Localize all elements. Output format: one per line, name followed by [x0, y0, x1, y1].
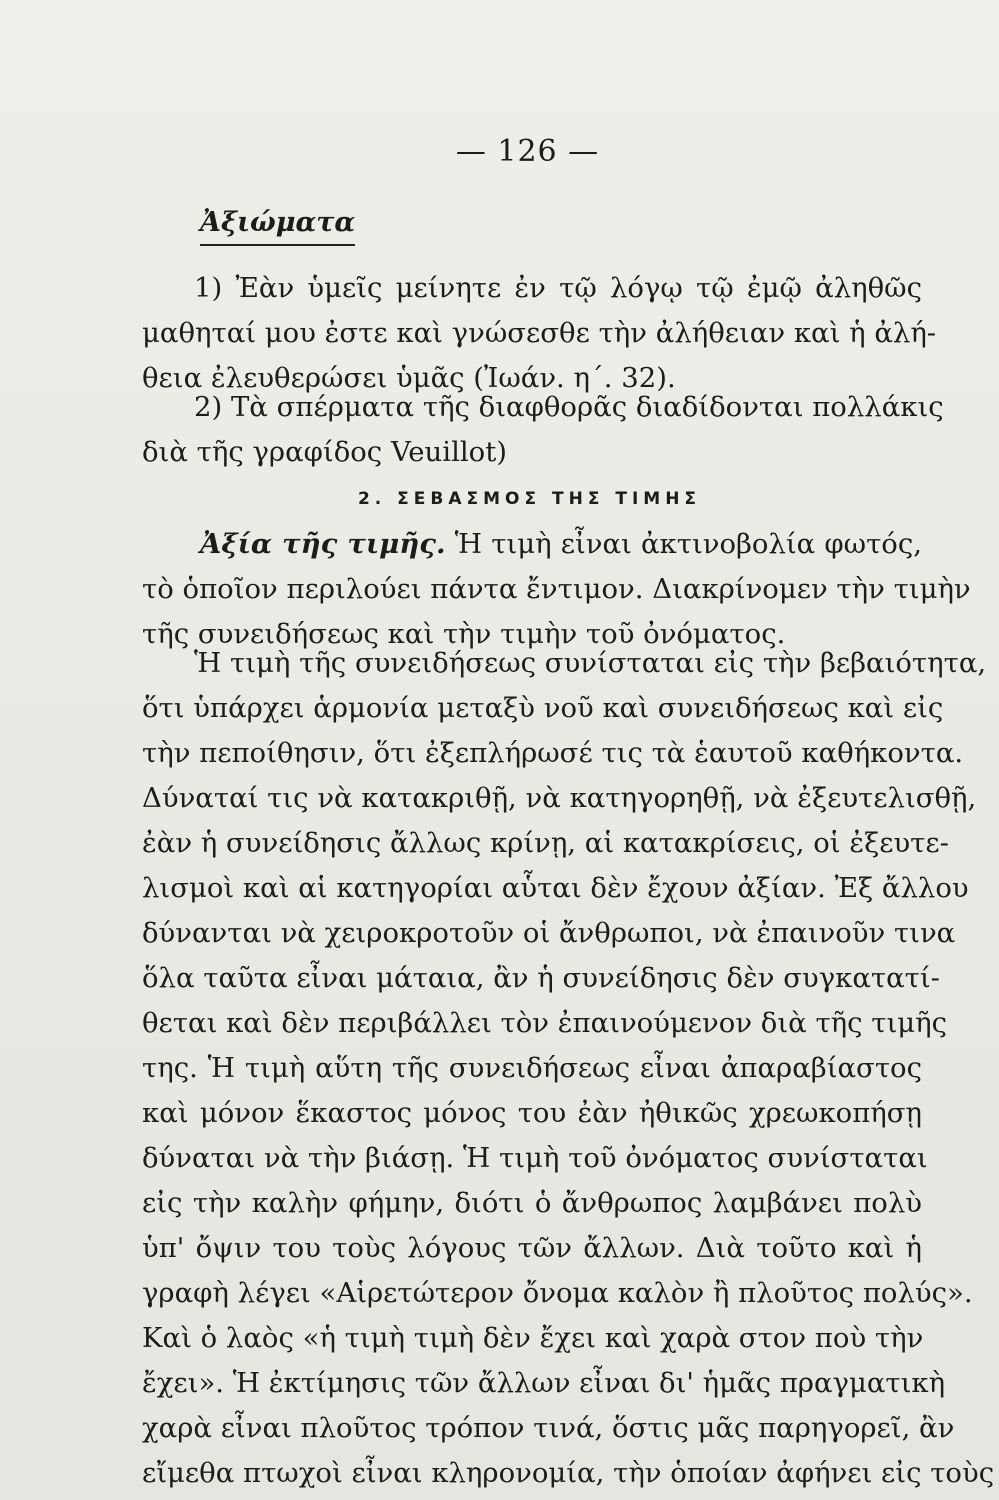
text-line: της. Ἡ τιμὴ αὕτη τῆς συνειδήσεως εἶναι ἀπαραβίαστος [142, 1052, 922, 1084]
text-line: διὰ τῆς γραφίδος Veuillot) [142, 436, 507, 468]
text-line: ἔχει». Ἡ ἐκτίμησις τῶν ἄλλων εἶναι δι' ἡμᾶς πραγματικὴ [142, 1367, 946, 1399]
text-line: ὅλα ταῦτα εἶναι μάταια, ἂν ἡ συνείδησις δὲν συγκατατί- [142, 962, 940, 994]
text-line: μαθηταί μου ἐστε καὶ γνώσεσθε τὴν ἀλήθειαν καὶ ἡ ἀλή- [142, 317, 937, 349]
axiom-2 [142, 385, 944, 475]
text-line: ὑπ' ὄψιν του τοὺς λόγους τῶν ἄλλων. Διὰ τοῦτο καὶ ἡ [142, 1232, 922, 1264]
axiom-1 [142, 266, 937, 401]
text-line: τὸ ὁποῖον περιλούει πάντα ἔντιμον. Διακρίνομεν τὴν τιμὴν [142, 573, 971, 605]
text-line: 2) Τὰ σπέρματα τῆς διαφθορᾶς διαδίδονται πολλάκις [194, 391, 944, 423]
text-line: καὶ μόνον ἕκαστος μόνος του ἐὰν ἠθικῶς χρεωκοπήσῃ [142, 1097, 922, 1129]
text-line: εἰς τὴν καλὴν φήμην, διότι ὁ ἄνθρωπος λαμβάνει πολὺ [142, 1187, 922, 1219]
text-line: τῆς συνειδήσεως καὶ τὴν τιμὴν τοῦ ὀνόματος. [142, 618, 786, 650]
text-line: δύνανται νὰ χειροκροτοῦν οἱ ἄνθρωποι, νὰ ἐπαινοῦν τινα [142, 917, 956, 949]
text-line: 1) Ἐὰν ὑμεῖς μείνητε ἐν τῷ λόγῳ τῷ ἐμῷ ἀληθῶς [194, 272, 922, 304]
section-title: 2. ΣΕΒΑΣΜΟΣ ΤΗΣ ΤΙΜΗΣ [357, 489, 702, 509]
text-line: Δύναταί τις νὰ κατακριθῇ, νὰ κατηγορηθῇ, νὰ ἐξευτελισθῇ, [142, 782, 977, 814]
text-line: Καὶ ὁ λαὸς «ἡ τιμὴ τιμὴ δὲν ἔχει καὶ χαρὰ στον ποὺ τὴν [142, 1322, 924, 1354]
page-number: — 126 — [455, 134, 600, 169]
main-paragraph [142, 641, 995, 1496]
text-line: γραφὴ λέγει «Αἱρετώτερον ὄνομα καλὸν ἢ πλοῦτος πολύς». [142, 1277, 973, 1309]
text-line: ἐὰν ἡ συνείδησις ἄλλως κρίνῃ, αἱ κατακρίσεις, οἱ ἐξευτε- [142, 827, 949, 859]
intro-first-line: Ἡ τιμὴ εἶναι ἀκτινοβολία φωτός, [454, 528, 922, 560]
text-line: ὅτι ὑπάρχει ἁρμονία μεταξὺ νοῦ καὶ συνειδήσεως καὶ εἰς [142, 692, 944, 724]
text-line: τὴν πεποίθησιν, ὅτι ἐξεπλήρωσέ τις τὰ ἑαυτοῦ καθήκοντα. [142, 737, 964, 769]
inline-heading: Ἀξία τῆς τιμῆς. [200, 528, 446, 560]
section-intro [142, 522, 971, 657]
text-line: εἴμεθα πτωχοὶ εἶναι κληρονομία, τὴν ὁποίαν ἀφήνει εἰς τοὺς [142, 1457, 995, 1489]
text-line: θεται καὶ δὲν περιβάλλει τὸν ἐπαινούμενον διὰ τῆς τιμῆς [142, 1007, 948, 1039]
text-line: δύναται νὰ τὴν βιάσῃ. Ἡ τιμὴ τοῦ ὀνόματος συνίσταται [142, 1142, 928, 1174]
heading-axiomata: Ἀξιώματα [200, 207, 355, 246]
text-line: θεια ἐλευθερώσει ὑμᾶς (Ἰωάν. η΄. 32). [142, 362, 676, 394]
text-line: λισμοὶ καὶ αἱ κατηγορίαι αὗται δὲν ἔχουν ἀξίαν. Ἐξ ἄλλου [142, 872, 969, 904]
text-line: χαρὰ εἶναι πλοῦτος τρόπον τινά, ὅστις μᾶς παρηγορεῖ, ἂν [142, 1412, 955, 1444]
text-line [142, 522, 922, 567]
text-line: Ἡ τιμὴ τῆς συνειδήσεως συνίσταται εἰς τὴν βεβαιότητα, [194, 647, 987, 679]
